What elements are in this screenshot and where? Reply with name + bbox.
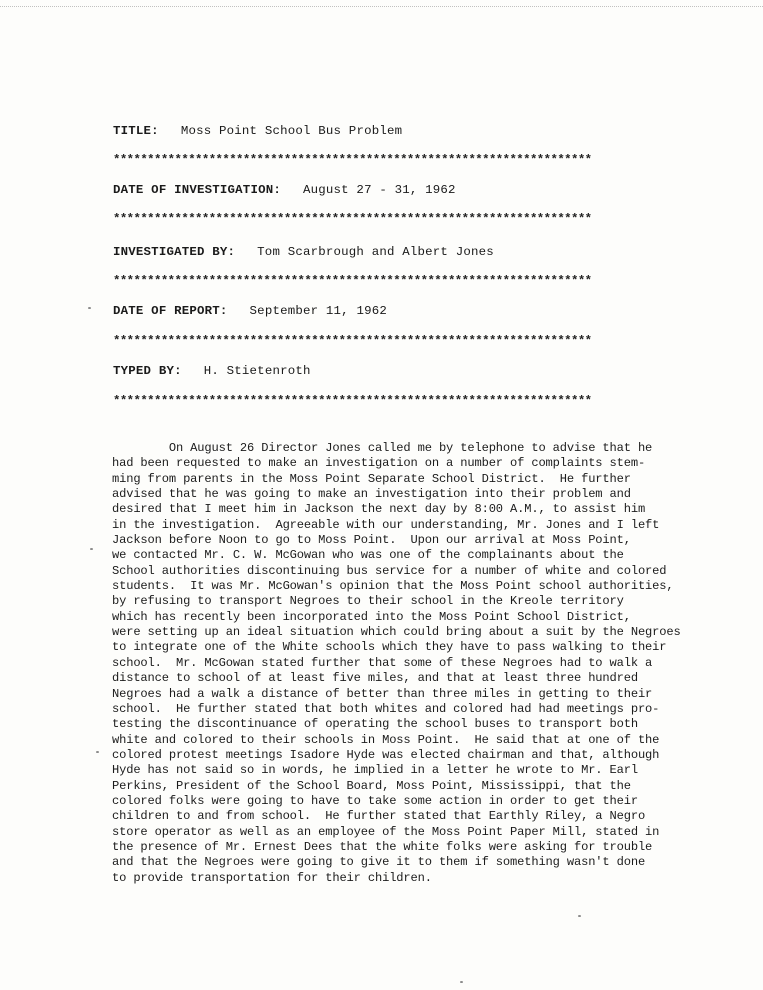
body-line: to integrate one of the White schools which they have to pass walking to their bbox=[112, 640, 667, 655]
date-report-label: DATE OF REPORT: bbox=[113, 304, 228, 318]
scan-speck bbox=[90, 548, 93, 550]
body-line: we contacted Mr. C. W. McGowan who was one of the complainants about the bbox=[112, 548, 624, 563]
title-label: TITLE: bbox=[113, 124, 159, 138]
body-line: white and colored to their schools in Moss Point. He said that at one of the bbox=[112, 732, 660, 747]
title-value: Moss Point School Bus Problem bbox=[180, 124, 403, 138]
separator-2: ********************************************************************** bbox=[113, 212, 592, 226]
date-report-row bbox=[113, 304, 387, 318]
body-line: and that the Negroes were going to give it to them if something wasn't done bbox=[112, 855, 646, 870]
scan-speck bbox=[460, 981, 463, 983]
date-investigation-row bbox=[113, 183, 456, 197]
body-line: Jackson before Noon to go to Moss Point. Upon our arrival at Moss Point, bbox=[112, 533, 631, 548]
body-line: by refusing to transport Negroes to their school in the Kreole territory bbox=[112, 594, 624, 609]
report-body bbox=[112, 441, 722, 886]
body-line: desired that I meet him in Jackson the next day by 8:00 A.M., to assist him bbox=[112, 502, 646, 517]
body-line: advised that he was going to make an investigation into their problem and bbox=[112, 487, 631, 502]
body-line: ming from parents in the Moss Point Separate School District. He further bbox=[112, 471, 631, 486]
date-investigation-value: August 27 - 31, 1962 bbox=[302, 183, 456, 197]
typed-by-value: H. Stietenroth bbox=[203, 364, 311, 378]
separator-4: ********************************************************************** bbox=[113, 334, 592, 348]
scan-speck bbox=[96, 751, 99, 753]
body-line: Hyde has not said so in words, he implied in a letter he wrote to Mr. Earl bbox=[112, 763, 638, 778]
investigated-by-label: INVESTIGATED BY: bbox=[113, 245, 236, 259]
body-line: On August 26 Director Jones called me by telephone to advise that he bbox=[112, 441, 653, 455]
body-line: the presence of Mr. Ernest Dees that the white folks were asking for trouble bbox=[112, 839, 653, 854]
body-line: colored folks were going to have to take some action in order to get their bbox=[112, 793, 638, 808]
body-line: children to and from school. He further stated that Earthly Riley, a Negro bbox=[112, 809, 646, 824]
body-line: in the investigation. Agreeable with our understanding, Mr. Jones and I left bbox=[112, 517, 660, 532]
separator-5: ********************************************************************** bbox=[113, 394, 592, 408]
body-line: were setting up an ideal situation which could bring about a suit by the Negroes bbox=[112, 625, 681, 640]
typed-by-label: TYPED BY: bbox=[113, 364, 182, 378]
date-report-value: September 11, 1962 bbox=[249, 304, 387, 318]
body-line: which has recently been incorporated into the Moss Point School District, bbox=[112, 609, 631, 624]
separator-3: ********************************************************************** bbox=[113, 274, 592, 288]
body-line: testing the discontinuance of operating the school buses to transport both bbox=[112, 717, 638, 732]
body-line: school. He further stated that both whites and colored had had meetings pro- bbox=[112, 701, 660, 716]
body-line: store operator as well as an employee of the Moss Point Paper Mill, stated in bbox=[112, 824, 660, 839]
scan-speck bbox=[578, 915, 581, 917]
body-line: distance to school of at least five miles, and that at least three hundred bbox=[112, 671, 638, 686]
body-line: to provide transportation for their children. bbox=[112, 870, 432, 885]
date-investigation-label: DATE OF INVESTIGATION: bbox=[113, 183, 281, 197]
body-line: students. It was Mr. McGowan's opinion that the Moss Point school authorities, bbox=[112, 579, 674, 594]
separator-1: ********************************************************************** bbox=[113, 153, 592, 167]
scan-edge bbox=[0, 0, 763, 7]
body-line: colored protest meetings Isadore Hyde was elected chairman and that, although bbox=[112, 747, 660, 762]
title-row bbox=[113, 124, 402, 138]
investigated-by-row bbox=[113, 245, 494, 259]
body-line: Negroes had a walk a distance of better than three miles in getting to their bbox=[112, 686, 653, 701]
investigated-by-value: Tom Scarbrough and Albert Jones bbox=[257, 245, 494, 259]
typed-by-row bbox=[113, 364, 311, 378]
scan-speck bbox=[88, 307, 91, 309]
body-line: school. Mr. McGowan stated further that some of these Negroes had to walk a bbox=[112, 655, 653, 670]
body-line: Perkins, President of the School Board, Moss Point, Mississippi, that the bbox=[112, 778, 631, 793]
body-line: had been requested to make an investigation on a number of complaints stem- bbox=[112, 456, 646, 471]
body-line: School authorities discontinuing bus service for a number of white and colored bbox=[112, 563, 667, 578]
